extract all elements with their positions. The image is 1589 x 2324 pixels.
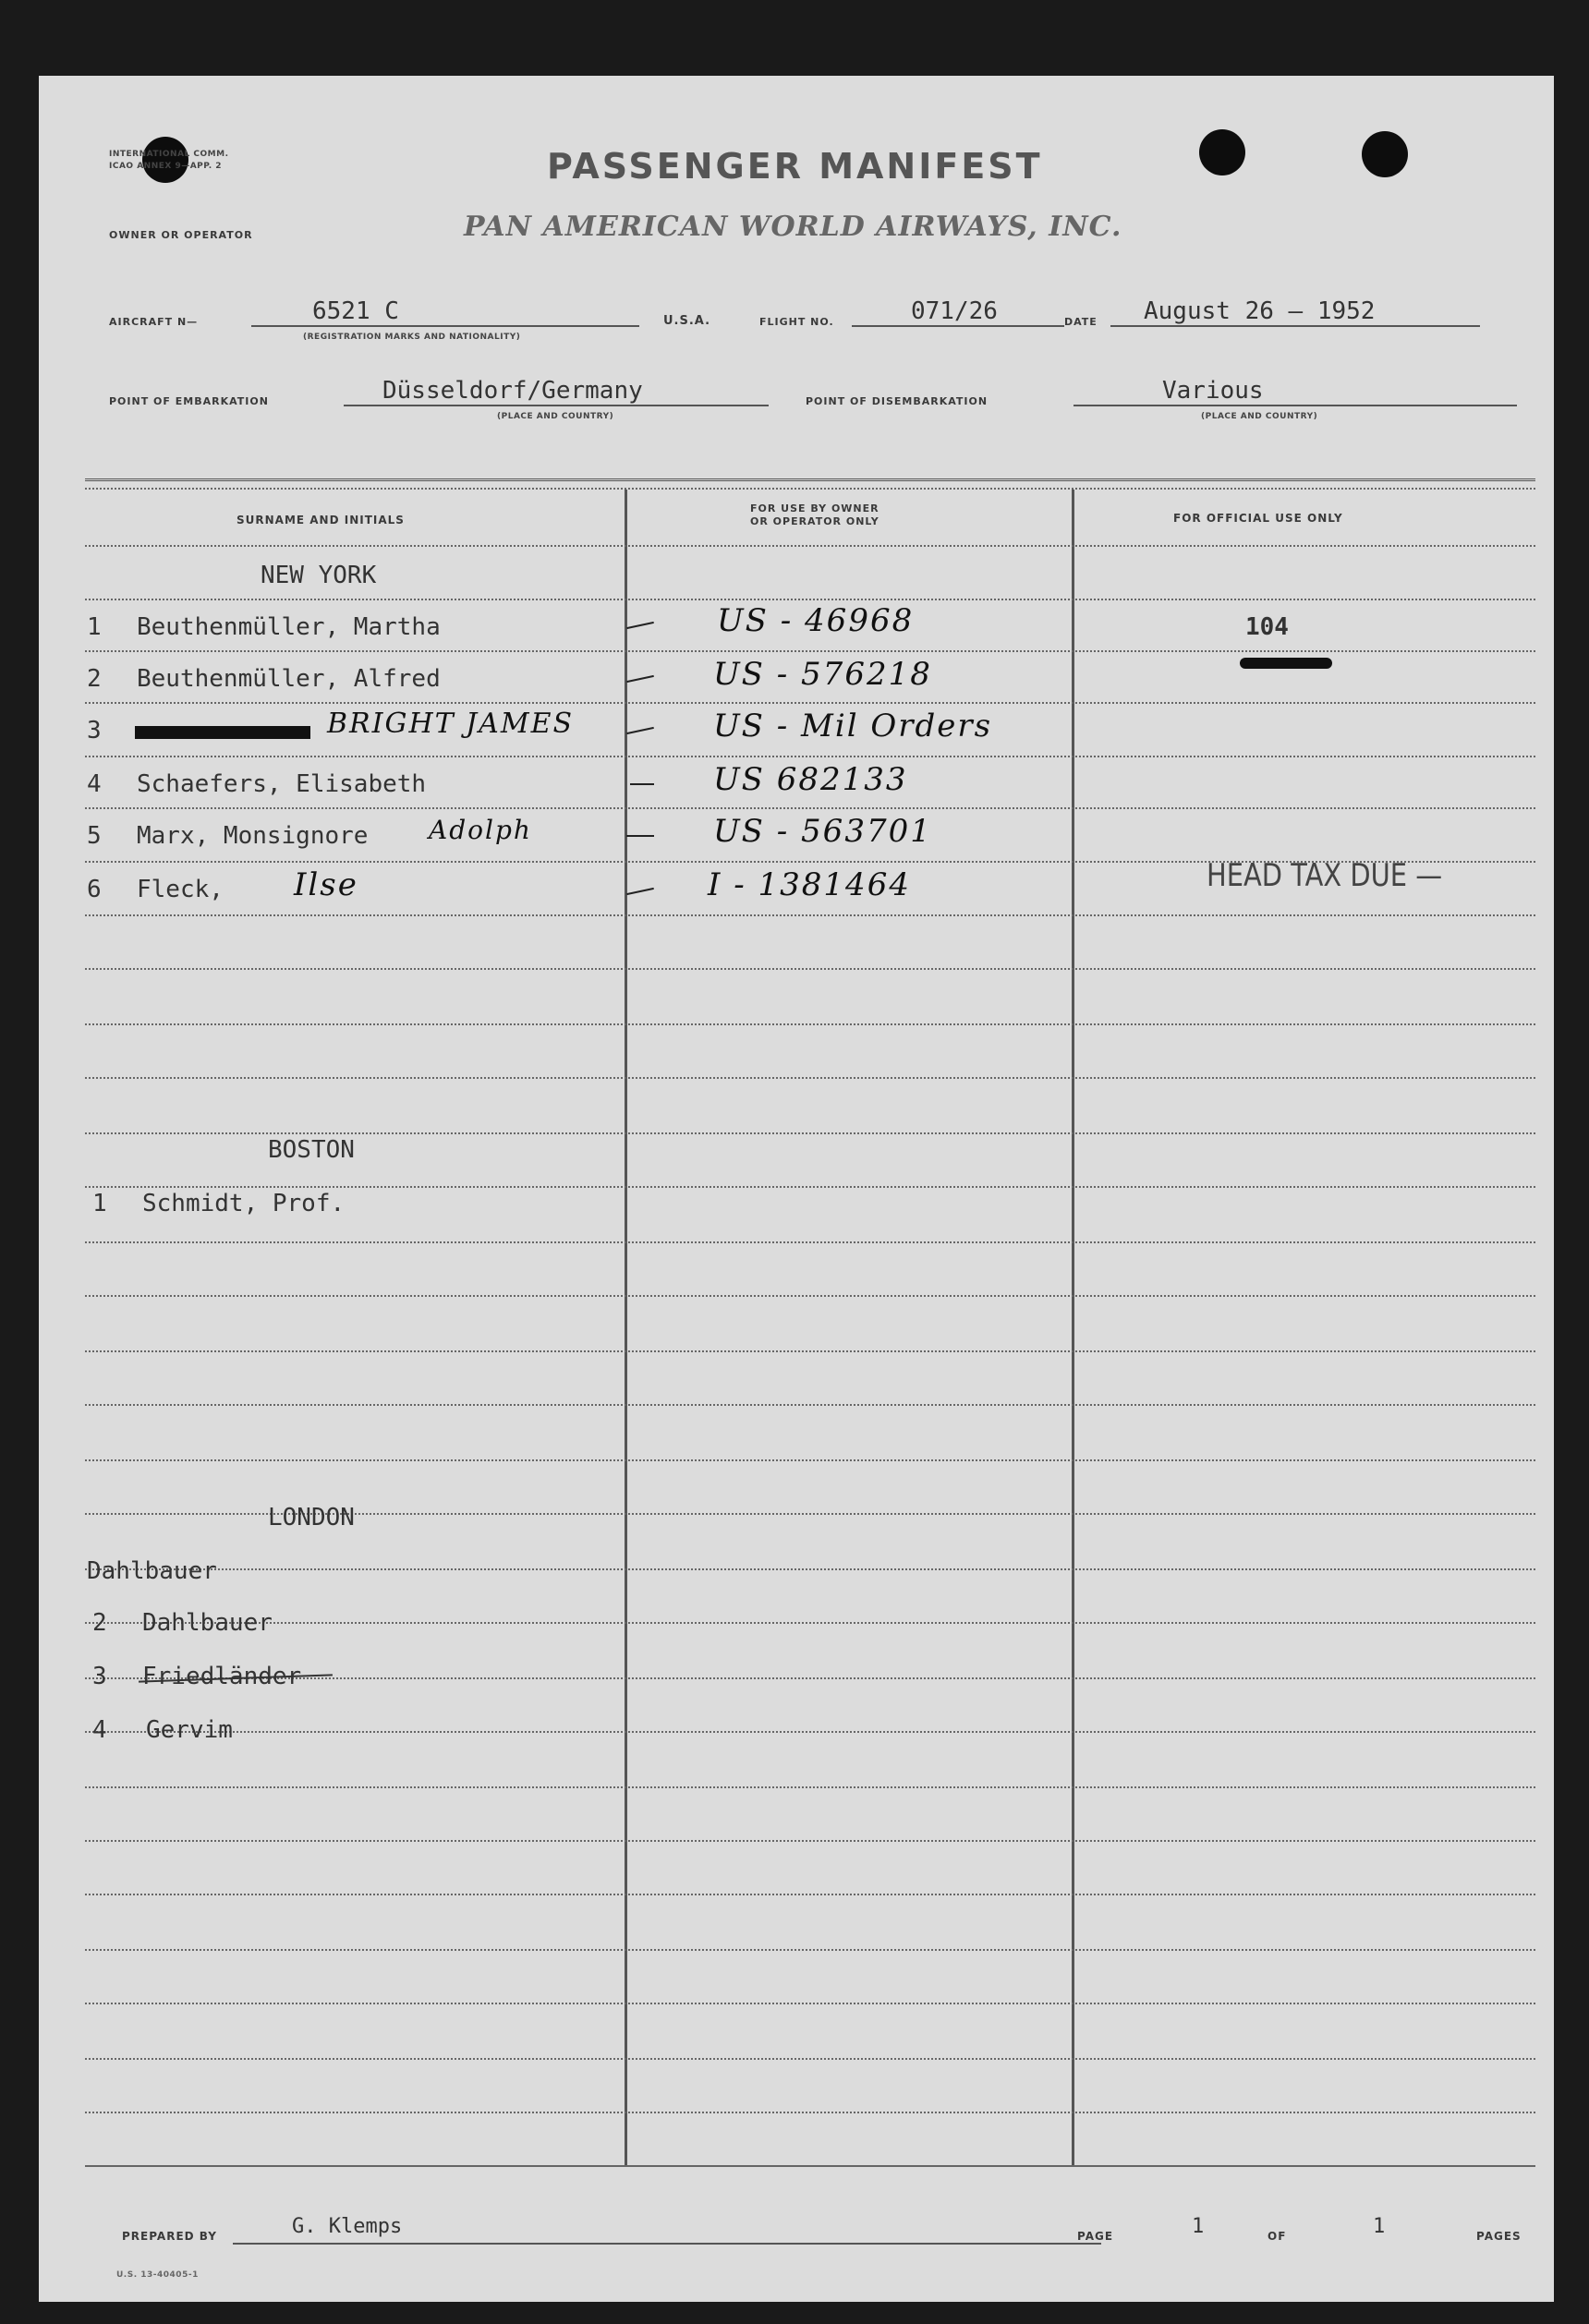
row-line xyxy=(85,1350,1535,1352)
table-top-rule-2 xyxy=(85,488,1535,490)
ny-row-2-num: 2 xyxy=(87,665,102,693)
corner-reference-2: ICAO ANNEX 9—APP. 2 xyxy=(109,162,223,171)
ny-row-5-name-handwritten: Adolph xyxy=(429,815,532,845)
row-line xyxy=(85,807,1535,809)
ny-row-1-num: 1 xyxy=(87,613,102,641)
row-line xyxy=(85,1568,1535,1570)
flight-label: FLIGHT NO. xyxy=(759,316,834,328)
ny-row-1-doc: US - 46968 xyxy=(717,602,915,639)
operator-name: PAN AMERICAN WORLD AIRWAYS, INC. xyxy=(464,211,1122,243)
date-value: August 26 — 1952 xyxy=(1144,297,1376,325)
ny-row-3-num: 3 xyxy=(87,717,102,744)
row-line xyxy=(85,1731,1535,1733)
column-header-owner-1: FOR USE BY OWNER xyxy=(750,502,879,514)
london-row-4-name: Gervim xyxy=(146,1716,233,1744)
row-line xyxy=(85,1023,1535,1025)
row-line xyxy=(85,1295,1535,1297)
row-line xyxy=(85,2003,1535,2004)
london-row-1-name: Dahlbauer xyxy=(87,1557,217,1585)
row-line xyxy=(85,1241,1535,1243)
prepared-by-label: PREPARED BY xyxy=(122,2230,217,2243)
column-header-surname: SURNAME AND INITIALS xyxy=(237,514,405,527)
column-header-official: FOR OFFICIAL USE ONLY xyxy=(1173,512,1343,525)
aircraft-value: 6521 C xyxy=(312,297,399,325)
row-line xyxy=(85,702,1535,704)
page-title: PASSENGER MANIFEST xyxy=(547,146,1043,187)
row-line xyxy=(85,2058,1535,2060)
ny-row-5-name: Marx, Monsignore xyxy=(137,822,369,850)
date-label: DATE xyxy=(1064,316,1098,328)
pages-label: PAGES xyxy=(1476,2230,1522,2243)
row-line xyxy=(85,968,1535,970)
ny-row-3-doc: US - Mil Orders xyxy=(713,708,993,744)
ny-row-6-num: 6 xyxy=(87,876,102,903)
punch-hole-right-2 xyxy=(1362,131,1408,177)
london-row-2-num: 2 xyxy=(92,1609,107,1637)
aircraft-note: (REGISTRATION MARKS AND NATIONALITY) xyxy=(303,333,521,342)
row-line xyxy=(85,650,1535,652)
row-line xyxy=(85,1622,1535,1624)
table-top-rule xyxy=(85,478,1535,481)
punch-hole-left xyxy=(142,137,188,183)
ny-row-4-name: Schaefers, Elisabeth xyxy=(137,770,427,798)
row-line xyxy=(85,545,1535,547)
punch-hole-right-1 xyxy=(1199,129,1245,176)
table-bottom-rule xyxy=(85,2165,1535,2167)
prepared-by-value: G. Klemps xyxy=(292,2215,403,2238)
ny-row-3-name: BRIGHT JAMES xyxy=(327,708,575,740)
embarkation-label: POINT OF EMBARKATION xyxy=(109,395,269,407)
row-line xyxy=(85,1459,1535,1461)
ny-row-5-doc: US - 563701 xyxy=(713,813,932,850)
boston-row-1-num: 1 xyxy=(92,1190,107,1217)
ny-row-6-name: Fleck, xyxy=(137,876,224,903)
row-line xyxy=(85,1894,1535,1895)
section-boston: BOSTON xyxy=(268,1136,355,1164)
section-london: LONDON xyxy=(268,1504,355,1531)
ny-row-6-doc: I - 1381464 xyxy=(708,866,911,903)
owner-label: OWNER OR OPERATOR xyxy=(109,229,253,241)
form-code: U.S. 13-40405-1 xyxy=(116,2270,199,2280)
page-label: PAGE xyxy=(1077,2230,1114,2243)
london-row-2-name: Dahlbauer xyxy=(142,1609,273,1637)
row-line xyxy=(85,1404,1535,1406)
row-line xyxy=(85,756,1535,757)
disembarkation-note: (PLACE AND COUNTRY) xyxy=(1201,412,1318,421)
ny-row-6-name-handwritten: Ilse xyxy=(294,866,358,903)
row-line xyxy=(85,1077,1535,1079)
row-line xyxy=(85,599,1535,600)
column-divider-1 xyxy=(625,490,627,2165)
official-count: 104 xyxy=(1245,613,1289,641)
disembarkation-value: Various xyxy=(1162,377,1264,405)
disembarkation-label: POINT OF DISEMBARKATION xyxy=(806,395,989,407)
row-line xyxy=(85,1949,1535,1951)
ny-row-4-num: 4 xyxy=(87,770,102,798)
flight-value: 071/26 xyxy=(911,297,998,325)
corner-reference-1: INTERNATIONAL COMM. xyxy=(109,150,229,159)
row-line xyxy=(85,1132,1535,1134)
ny-row-2-name: Beuthenmüller, Alfred xyxy=(137,665,441,693)
struck-out-name xyxy=(135,726,310,739)
usa-label: U.S.A. xyxy=(663,314,711,328)
london-row-3-num: 3 xyxy=(92,1663,107,1690)
row-line xyxy=(85,1786,1535,1788)
pages-value: 1 xyxy=(1373,2215,1386,2238)
row-line xyxy=(85,2112,1535,2113)
section-new-york: NEW YORK xyxy=(261,562,377,589)
london-row-3-name: Friedländer xyxy=(142,1663,302,1690)
ny-row-2-doc: US - 576218 xyxy=(713,656,932,693)
official-scribble xyxy=(1240,658,1332,669)
ny-row-1-name: Beuthenmüller, Martha xyxy=(137,613,441,641)
head-tax-stamp: HEAD TAX DUE — xyxy=(1207,857,1443,894)
ny-row-4-doc: US 682133 xyxy=(713,761,908,798)
of-label: OF xyxy=(1268,2230,1287,2243)
manifest-sheet xyxy=(39,76,1554,2302)
aircraft-label: AIRCRAFT N— xyxy=(109,316,199,328)
ny-row-5-num: 5 xyxy=(87,822,102,850)
column-header-owner-2: OR OPERATOR ONLY xyxy=(750,515,879,527)
row-line xyxy=(85,1677,1535,1679)
london-row-4-num: 4 xyxy=(92,1716,107,1744)
column-divider-2 xyxy=(1072,490,1074,2165)
embarkation-value: Düsseldorf/Germany xyxy=(382,377,643,405)
page-value: 1 xyxy=(1192,2215,1205,2238)
embarkation-note: (PLACE AND COUNTRY) xyxy=(497,412,614,421)
row-line xyxy=(85,1840,1535,1842)
boston-row-1-name: Schmidt, Prof. xyxy=(142,1190,346,1217)
row-line xyxy=(85,1186,1535,1188)
row-line xyxy=(85,914,1535,916)
